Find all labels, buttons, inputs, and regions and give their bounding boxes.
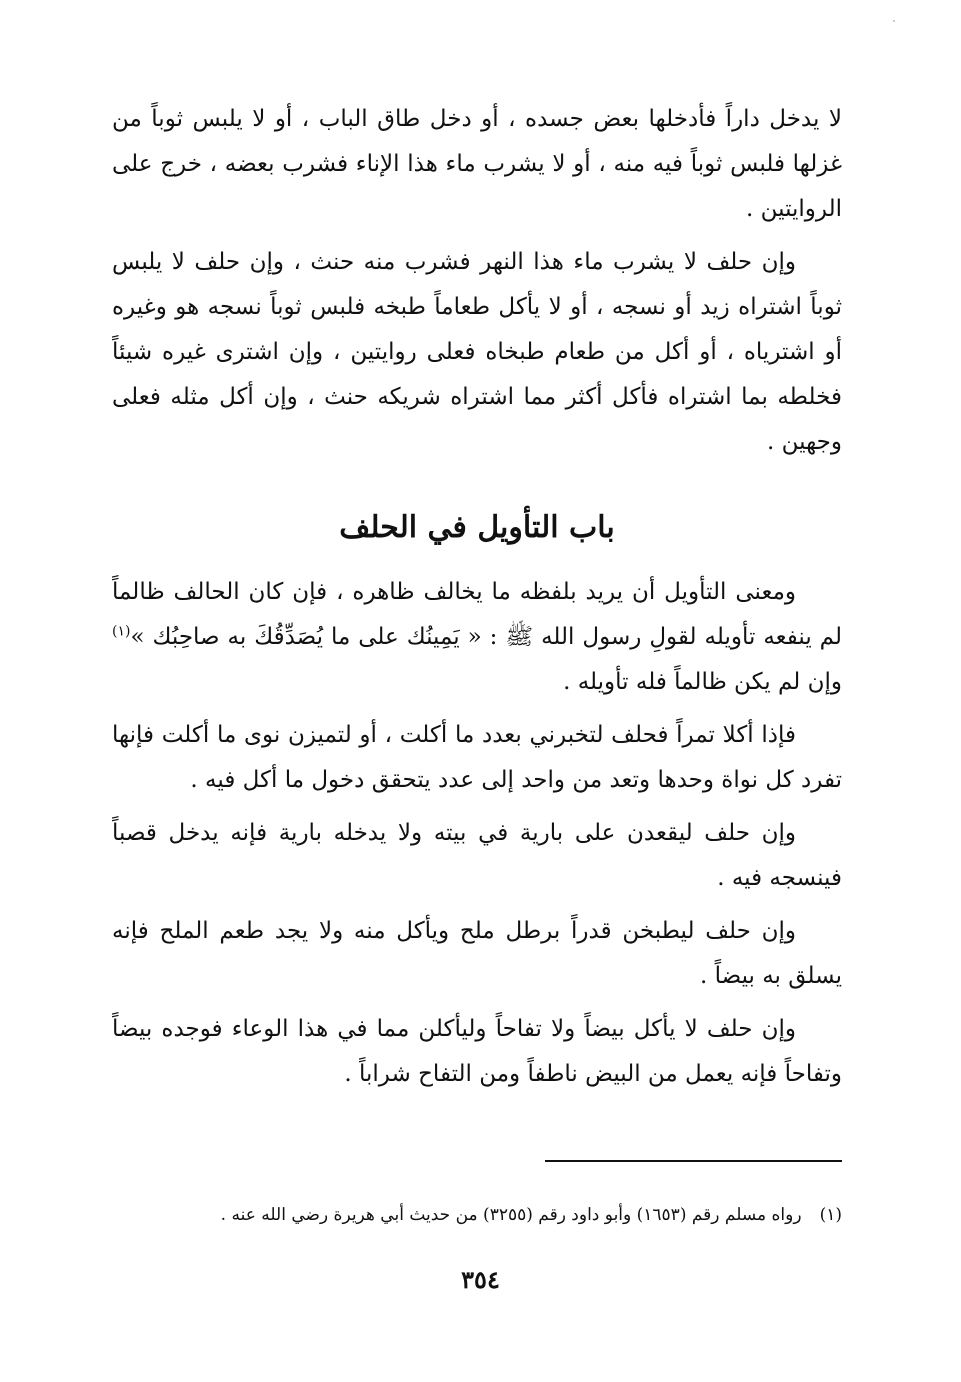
section-intro-paragraph [112, 570, 842, 705]
footnote [112, 1200, 842, 1230]
top-text-block [112, 97, 842, 465]
paragraph-river-oath: وإن حلف لا يشرب ماء هذا النهر فشرب منه حنث ، وإن حلف لا يلبس ثوباً اشتراه زيد أو نسجه ، أو لا يأكل طعاماً طبخه فلبس ثوباً نسجه هو وغيره أو اشترياه ، أو أكل من طعام طبخاه فعلى روايتين ، وإن اشترى غيره شيئاً فخلطه بما اشتراه فأكل أكثر مما اشتراه شريكه حنث ، وإن أكل مثله فعلى وجهين . [112, 249, 842, 455]
footnote-divider [545, 1160, 842, 1162]
intro-text-end: وإن لم يكن ظالماً فله تأويله . [563, 669, 842, 695]
section-text-block [112, 570, 842, 1097]
paragraph-dates: فإذا أكلا تمراً فحلف لتخبرني بعدد ما أكلت ، أو لتميزن نوى ما أكلت فإنها تفرد كل نواة وحدها وتعد من واحد إلى عدد يتحقق دخول ما أكل فيه . [112, 722, 842, 793]
paragraph-mat: وإن حلف ليقعدن على بارية في بيته ولا يدخله بارية فإنه يدخل قصباً فينسجه فيه . [112, 820, 842, 891]
page-number: ٣٥٤ [461, 1265, 500, 1294]
paragraph-eggs-apples: وإن حلف لا يأكل بيضاً ولا تفاحاً وليأكلن مما في هذا الوعاء فوجده بيضاً وتفاحاً فإنه يعمل من البيض ناطفاً ومن التفاح شراباً . [112, 1016, 842, 1087]
paragraph-salt: وإن حلف ليطبخن قدراً برطل ملح ويأكل منه ولا يجد طعم الملح فإنه يسلق به بيضاً . [112, 918, 842, 989]
footnote-text: رواه مسلم رقم (١٦٥٣) وأبو داود رقم (٣٢٥٥) من حديث أبي هريرة رضي الله عنه . [220, 1205, 802, 1225]
paragraph-continuation: لا يدخل داراً فأدخلها بعض جسده ، أو دخل طاق الباب ، أو لا يلبس ثوباً من غزلها فلبس ثوباً فيه منه ، أو لا يشرب ماء هذا الإناء فشرب بعضه ، خرج على الروايتين . [112, 106, 842, 222]
scan-speck [893, 20, 895, 22]
footnote-reference: (١) [112, 623, 131, 640]
footnote-number: (١) [819, 1205, 842, 1225]
intro-text: ومعنى التأويل أن يريد بلفظه ما يخالف ظاهره ، فإن كان الحالف ظالماً لم ينفعه تأويله لقولِ رسول الله ﷺ : « يَمِينُك على ما يُصَدِّقُكَ به صاحِبُك » [112, 579, 842, 650]
section-heading: باب التأويل في الحلف [339, 510, 615, 545]
